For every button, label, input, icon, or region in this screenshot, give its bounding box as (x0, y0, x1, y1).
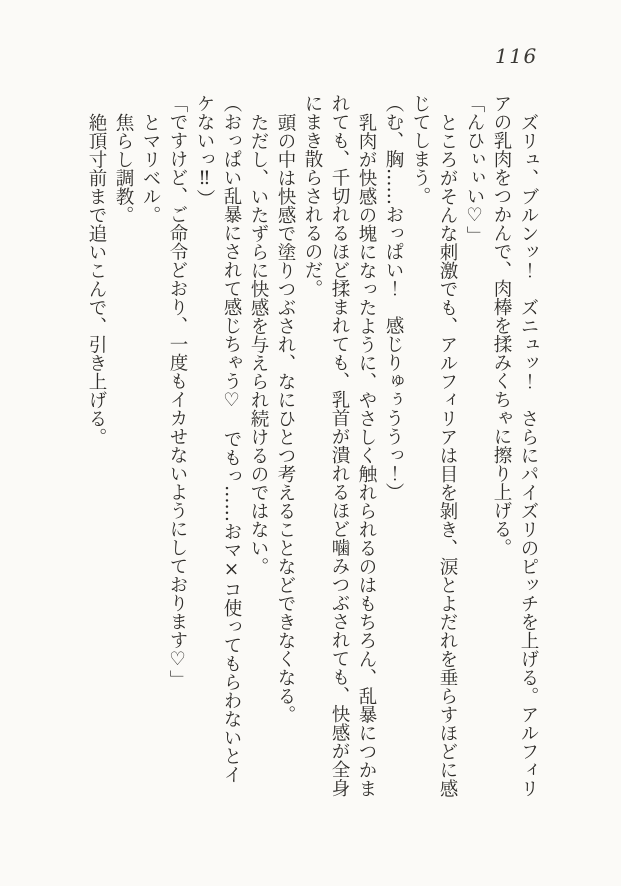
paragraph-4: （む、胸……おっぱい！ 感じりゅぅううっ！） (383, 94, 404, 501)
paragraph-5: 乳肉が快感の塊になったように、やさしく触れられるのはもちろん、乱暴につかまれても、千切れるほど揉まれても、乳首が潰れるほど噛みつぶされても、快感が全身にまき散らされるのだ。 (302, 94, 377, 797)
paragraph-3: ところがそんな刺激でも、アルフィリアは目を剝き、涙とよだれを垂らすほどに感じてしまう。 (410, 94, 458, 797)
paragraph-9: 「ですけど、ご命令どおり、一度もイカせないようにしております♡」 (167, 94, 188, 689)
text-area (80, 94, 542, 800)
paragraph-8: （おっぱい乱暴にされて感じちゃう♡ でもっ……おマ×コ使ってもらわないとイケないっ‼） (194, 94, 242, 784)
paragraph-7: ただし、いたずらに快感を与えられ続けるのではない。 (248, 112, 269, 575)
paragraph-1: ズリュ、ブルンッ！ ズニュッ！ さらにパイズリのピッチを上げる。アルフィリアの乳肉をつかんで、肉棒を揉みくちゃに擦り上げる。 (491, 94, 539, 797)
paragraph-12: 絶頂寸前まで追いこんで、引き上げる。 (86, 112, 107, 446)
page-number: 116 (495, 44, 538, 68)
paragraph-11: 焦らし調教。 (113, 112, 134, 224)
paragraph-10: とマリベル。 (140, 112, 161, 224)
paragraph-2: 「んひぃぃい♡」 (464, 94, 485, 245)
paragraph-6: 頭の中は快感で塗りつぶされ、なにひとつ考えることなどできなくなる。 (275, 112, 296, 723)
